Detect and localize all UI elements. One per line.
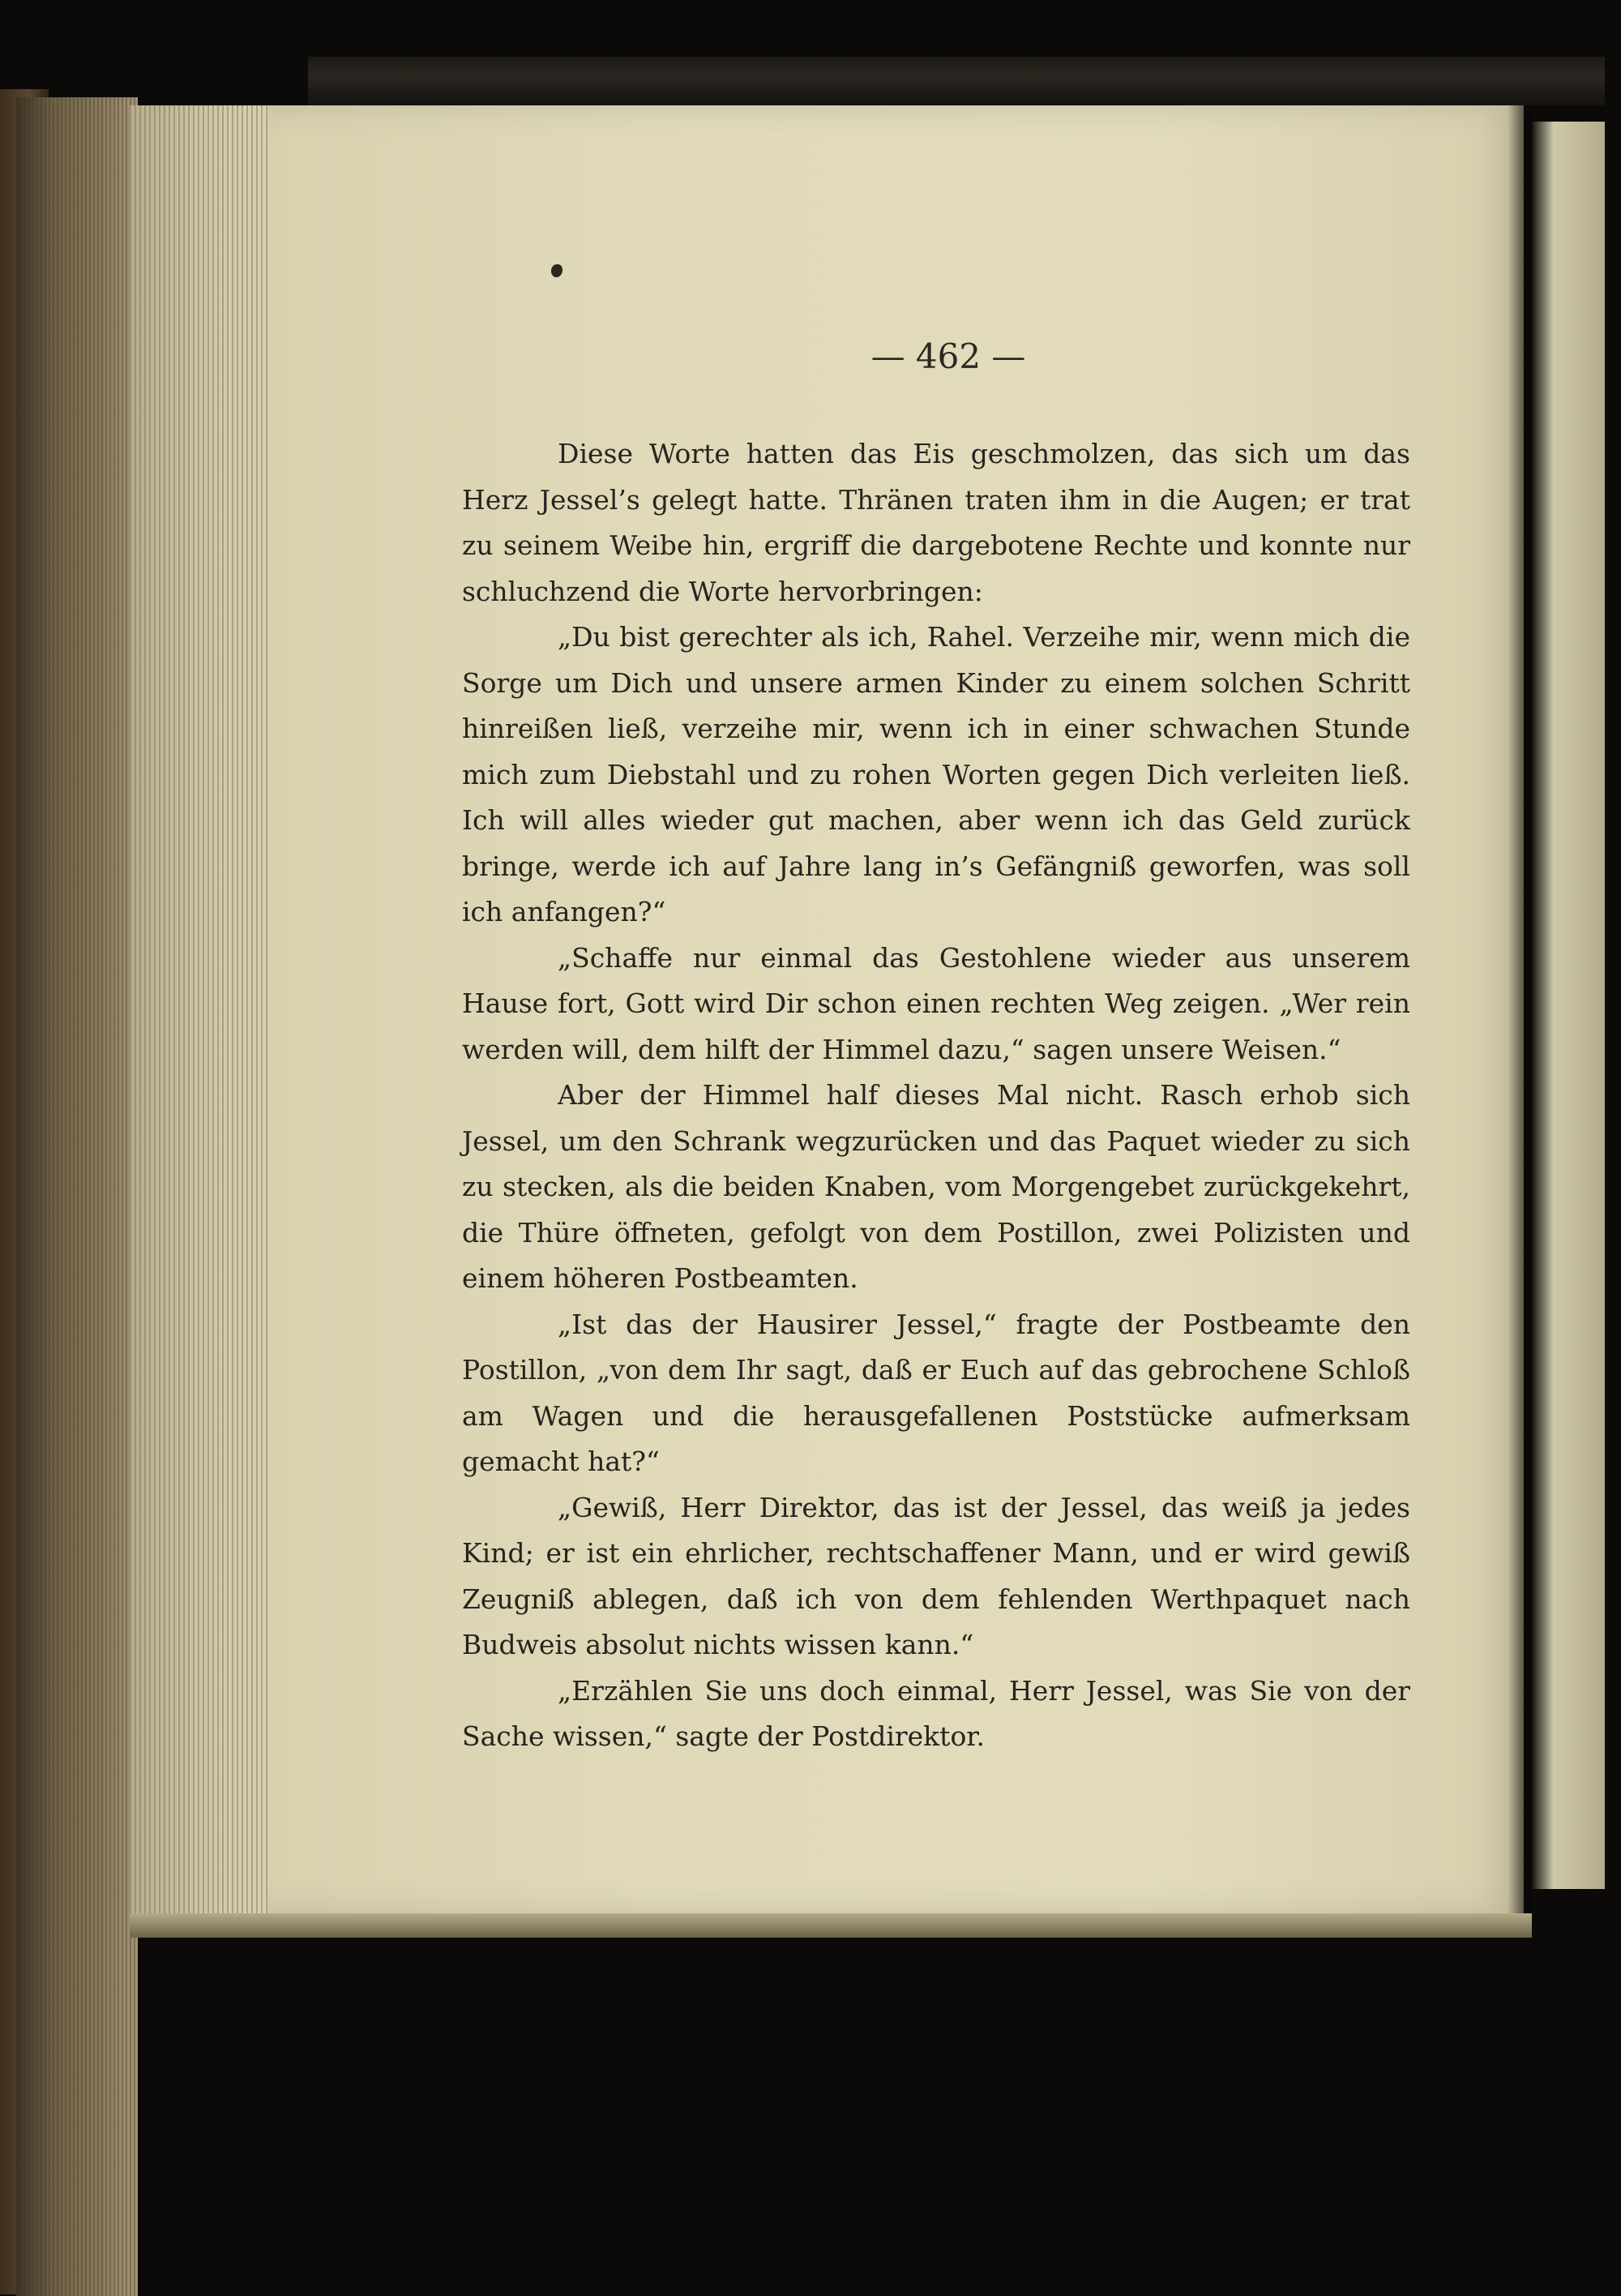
book-bottom-edge [130,1913,1532,1938]
background-band [308,57,1605,105]
paragraph: „Gewiß, Herr Direktor, das ist der Jessel, das weiß ja jedes Kind; er ist ein ehrlicher, rechtschaffener Mann, und er wird gewiß Zeugniß ablegen, daß ich von dem fehlenden Werthpaquet nach Budweis absolut nichts wissen kann.“ [462,1491,1410,1660]
paragraph: Diese Worte hatten das Eis geschmolzen, das sich um das Herz Jessel’s gelegt hatte. Thränen traten ihm in die Augen; er trat zu seinem Weibe hin, ergriff die dargebotene Rechte und konnte nur schluchzend die Worte hervorbringen: [462,438,1410,607]
page-number: — 462 — [870,336,1026,376]
page-stack-edges [130,105,267,1938]
paragraph: Aber der Himmel half dieses Mal nicht. Rasch erhob sich Jessel, um den Schrank wegzurücken und das Paquet wieder zu sich zu stecken, als die beiden Knaben, vom Morgengebet zurückgekehrt, die Thüre öffneten, gefolgt von dem Postillon, zwei Polizisten und einem höheren Postbeamten. [462,1079,1410,1294]
paragraph: „Schaffe nur einmal das Gestohlene wieder aus unserem Hause fort, Gott wird Dir schon einen rechten Weg zeigen. „Wer rein werden will, dem hilft der Himmel dazu,“ sagen unsere Weisen.“ [462,941,1410,1065]
body-text [462,431,1410,1760]
facing-page-edge [1532,122,1605,1889]
paragraph: „Erzählen Sie uns doch einmal, Herr Jessel, was Sie von der Sache wissen,“ sagte der Postdirektor. [462,1674,1410,1752]
gutter-shadow [1508,105,1532,1913]
paragraph: „Ist das der Hausirer Jessel,“ fragte der Postbeamte den Postillon, „von dem Ihr sagt, daß er Euch auf das gebrochene Schloß am Wagen und die herausgefallenen Poststücke aufmerksam gemacht hat?“ [462,1308,1410,1477]
left-page-edges [16,97,138,2296]
paragraph: „Du bist gerechter als ich, Rahel. Verzeihe mir, wenn mich die Sorge um Dich und unsere armen Kinder zu einem solchen Schritt hinreißen ließ, verzeihe mir, wenn ich in einer schwachen Stunde mich zum Diebstahl und zu rohen Worten gegen Dich verleiten ließ. Ich will alles wieder gut machen, aber wenn ich das Geld zurück bringe, werde ich auf Jahre lang in’s Gefängniß geworfen, was soll ich anfangen?“ [462,621,1410,927]
